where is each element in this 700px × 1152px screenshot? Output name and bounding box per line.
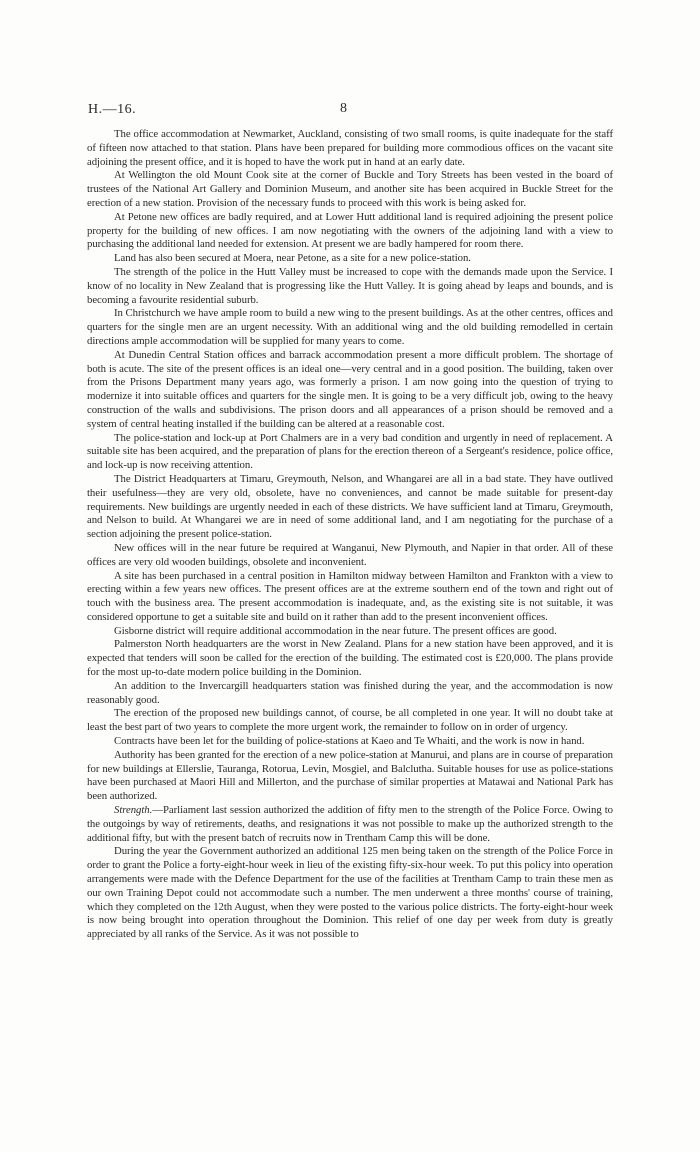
paragraph: At Dunedin Central Station offices and barrack accommodation present a more difficult problem. The shortage of both is acute. The site of the present offices is an ideal one—very central and in a good position. The building, taken over from the Prisons Department many years ago, was formerly a prison. I am now going into the question of trying to modernize it into suitable offices and quarters for the single men. It is going to be a very difficult job, owing to the heavy construction of the walls and subdivisions. The prison doors and all appearances of a prison should be removed and a system of central heating installed if the building can be altered at a reasonable cost. xyxy=(87,348,613,430)
document-reference: H.—16. xyxy=(88,102,137,117)
paragraph-strength: Strength.—Parliament last session authorized the addition of fifty men to the strength of the Police Force. Owing to the outgoings by way of retirements, deaths, and resignations it was not possible to make up the authorized strength to the additional fifty, but with the present batch of recruits now in Trentham Camp this will be done. xyxy=(87,804,613,844)
body-text xyxy=(87,128,613,942)
paragraph: A site has been purchased in a central position in Hamilton midway between Hamilton and Frankton with a view to erecting within a few years new offices. The present offices are at the extreme southern end of the town and right out of touch with the business area. The present accommodation is inadequate, and, as the existing site is not suitable, it was considered opportune to get a suitable site and build on it rather than add to the present inconvenient offices. xyxy=(87,569,613,623)
paragraph: The police-station and lock-up at Port Chalmers are in a very bad condition and urgently in need of replacement. A suitable site has been acquired, and the preparation of plans for the erection thereon of a Sergeant's residence, police office, and lock-up is now receiving attention. xyxy=(87,431,613,472)
paragraph: The District Headquarters at Timaru, Greymouth, Nelson, and Whangarei are all in a bad state. They have outlived their usefulness—they are very old, obsolete, have no conveniences, and cannot be made suitable for present-day requirements. New buildings are urgently needed in each of these districts. We have sufficient land at Timaru, Greymouth, and Nelson to build. At Whangarei we are in need of some additional land, and I am negotiating for the purchase of a section adjoining the present police-station. xyxy=(87,472,613,541)
section-lead: Strength. xyxy=(114,804,153,817)
paragraph: At Wellington the old Mount Cook site at the corner of Buckle and Tory Streets has been vested in the board of trustees of the National Art Gallery and Dominion Museum, and another site has been acquired in Buckle Street for the erection of a new station. Provision of the necessary funds to proceed with this work is being asked for. xyxy=(87,169,613,209)
paragraph: Authority has been granted for the erection of a new police-station at Manurui, and plans are in course of preparation for new buildings at Ellerslie, Tauranga, Rotorua, Levin, Mosgiel, and Balclutha. Suitable houses for use as police-stations have been purchased at Maori Hill and Millerton, and the purchase of similar properties at Matawai and National Park has been authorized. xyxy=(87,748,613,803)
paragraph: During the year the Government authorized an additional 125 men being taken on the strength of the Police Force in order to grant the Police a forty-eight-hour week in lieu of the existing fifty-six-hour week. To put this policy into operation arrangements were made with the Defence Department for the use of the facilities at Trentham Camp to train these men as our own Training Depot could not accommodate such a number. The men underwent a three months' course of training, which they completed on the 12th August, when they were posted to the various police districts. The forty-eight-hour week is now being brought into operation throughout the Dominion. This relief of one day per week from duty is greatly appreciated by all ranks of the Service. As it was not possible to xyxy=(87,845,613,941)
paragraph: Palmerston North headquarters are the worst in New Zealand. Plans for a new station have been approved, and it is expected that tenders will soon be called for the erection of the building. The estimated cost is £20,000. The plans provide for the most up-to-date modern police building in the Dominion. xyxy=(87,638,613,679)
paragraph: The erection of the proposed new buildings cannot, of course, be all completed in one year. It will no doubt take at least the best part of two years to complete the more urgent work, the remainder to follow on in order of urgency. xyxy=(87,707,613,734)
paragraph: An addition to the Invercargill headquarters station was finished during the year, and the accommodation is now reasonably good. xyxy=(87,679,613,706)
page-number: 8 xyxy=(340,101,347,116)
paragraph: Gisborne district will require additional accommodation in the near future. The present offices are good. xyxy=(114,624,557,637)
paragraph: The office accommodation at Newmarket, Auckland, consisting of two small rooms, is quite inadequate for the staff of fifteen now attached to that station. Plans have been prepared for building more commodious offices on the vacant site adjoining the present office, and it is hoped to have the work put in hand at an early date. xyxy=(87,128,613,168)
paragraph: Contracts have been let for the building of police-stations at Kaeo and Te Whaiti, and the work is now in hand. xyxy=(114,735,585,748)
paragraph: The strength of the police in the Hutt Valley must be increased to cope with the demands made upon the Service. I know of no locality in New Zealand that is progressing like the Hutt Valley. It is going ahead by leaps and bounds, and is becoming a favourite residential suburb. xyxy=(87,265,613,306)
paragraph: In Christchurch we have ample room to build a new wing to the present buildings. As at the other centres, offices and quarters for the single men are an urgent necessity. With an additional wing and the old building remodelled in certain directions ample accommodation will be supplied for many years to come. xyxy=(87,307,613,347)
paragraph: New offices will in the near future be required at Wanganui, New Plymouth, and Napier in that order. All of these offices are very old wooden buildings, obsolete and inconvenient. xyxy=(87,541,613,568)
paragraph: Land has also been secured at Moera, near Petone, as a site for a new police-station. xyxy=(114,252,471,265)
paragraph: At Petone new offices are badly required, and at Lower Hutt additional land is required adjoining the present police property for the building of new offices. I am now negotiating with the owners of the adjoining land with a view to purchasing the additional land needed for extension. At present we are badly hampered for room there. xyxy=(87,210,613,251)
